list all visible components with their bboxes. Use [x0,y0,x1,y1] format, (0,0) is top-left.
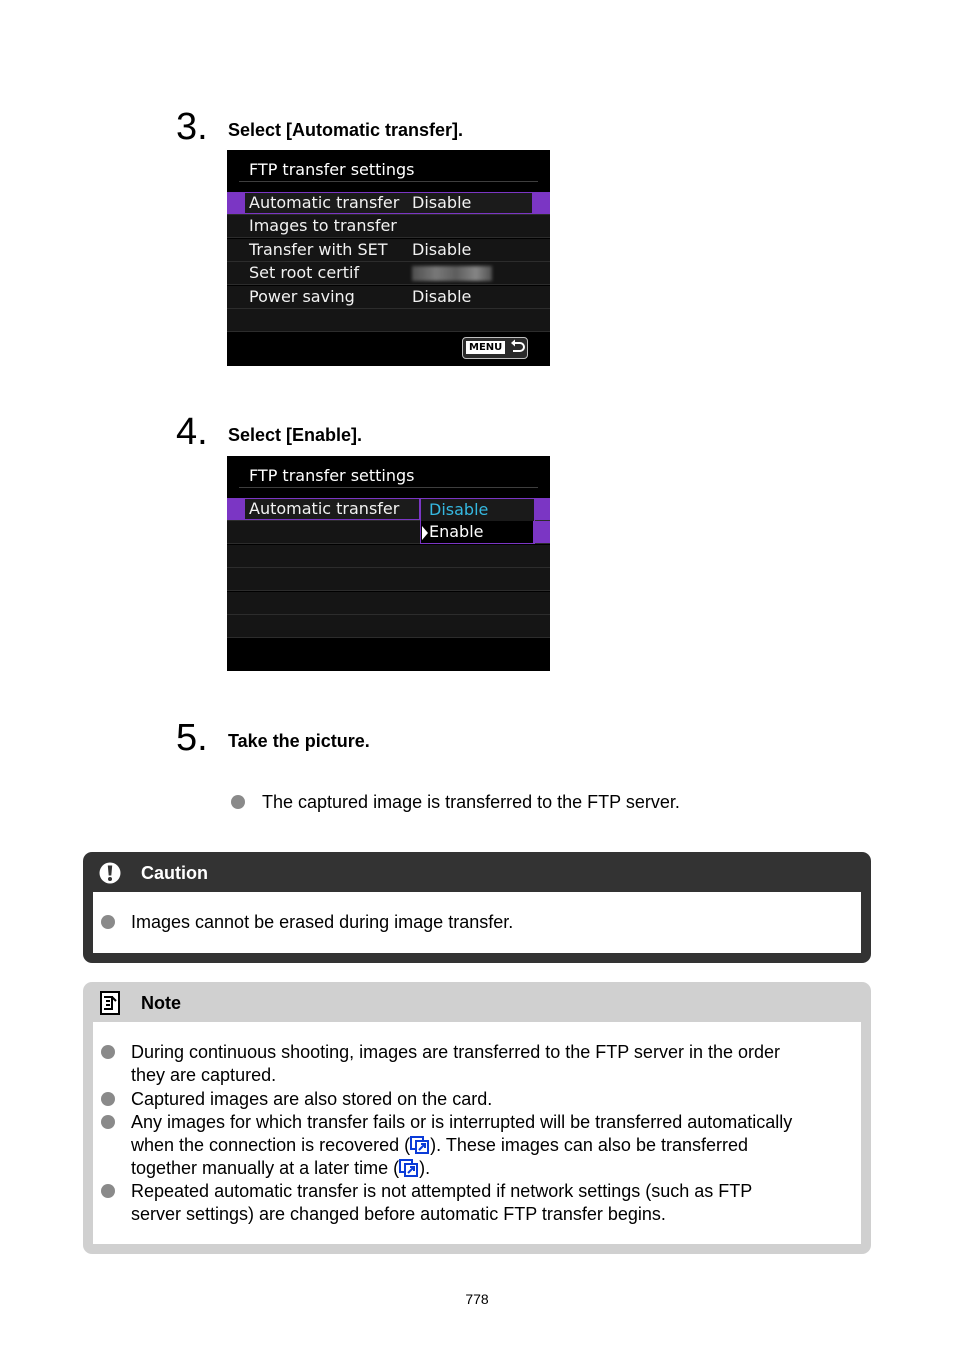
option-disable[interactable] [421,499,534,521]
menu-return-button[interactable] [462,337,528,359]
caution-box [83,852,871,963]
step-title: Take the picture. [228,731,370,751]
return-arrow-icon [510,338,526,360]
step-number: 3. [176,106,208,148]
caution-item: Images cannot be erased during image transfer. [131,912,514,932]
bullet-text: The captured image is transferred to the FTP server. [262,792,680,812]
step-title: Select [Automatic transfer]. [228,120,464,140]
page-link-icon[interactable] [410,1136,430,1154]
step-number: 4. [176,411,208,453]
bullet-icon [101,915,115,929]
menu-row-images-to-transfer[interactable] [227,215,550,238]
bullet-icon [101,1092,115,1106]
row-value: Disable [412,287,472,306]
bullet-icon [101,1115,115,1129]
camera-screen-ftp-settings [227,150,550,366]
memo-icon [100,991,120,1020]
option-enable[interactable] [421,521,534,543]
step-number: 5. [176,717,208,759]
page-number: 778 [465,1291,489,1307]
note-title: Note [141,993,181,1013]
row-label: Transfer with SET [249,240,388,259]
row-label: Automatic transfer [249,193,400,212]
option-label: Disable [429,500,489,519]
row-label: Images to transfer [249,216,397,235]
screen-title: FTP transfer settings [249,160,415,179]
note-box [83,982,871,1254]
note-item: Captured images are also stored on the card. [131,1089,493,1109]
option-dropdown[interactable] [420,498,535,544]
selection-arrow-icon [422,525,428,544]
menu-row-empty [227,592,550,615]
row-value: Disable [412,240,472,259]
bullet-icon [101,1045,115,1059]
menu-row-empty [227,615,550,638]
menu-row-empty [227,545,550,568]
page-link-icon[interactable] [399,1159,419,1177]
screen-title: FTP transfer settings [249,466,415,485]
note-item: During continuous shooting, images are transferred to the FTP server in the order they are captured. [131,1042,781,1085]
bullet-icon [101,1184,115,1198]
note-content [93,1022,861,1244]
blurred-certificate-value [412,266,492,281]
note-item: Repeated automatic transfer is not attempted if network settings (such as FTP server settings) are changed before automatic FTP transfer begins. [131,1181,753,1224]
row-label: Set root certif [249,263,360,282]
exclamation-icon [99,862,121,889]
row-value: Disable [412,193,472,212]
menu-row-power-saving[interactable] [227,286,550,309]
menu-row-transfer-with-set[interactable] [227,239,550,262]
divider [239,487,538,488]
option-label: Enable [429,522,484,541]
caution-title: Caution [141,863,208,883]
menu-row-set-root-certif[interactable] [227,262,550,285]
note-item: Any images for which transfer fails or is interrupted will be transferred automatically when the connection is recovered ( ). These images can also be transferred together manually at a later time ( ). [131,1112,793,1178]
row-label: Automatic transfer [249,499,400,518]
divider [239,181,538,182]
menu-row-empty [227,309,550,332]
menu-row-empty [227,568,550,591]
row-label: Power saving [249,287,355,306]
caution-content [93,892,861,953]
camera-screen-automatic-transfer [227,456,550,671]
menu-row-automatic-transfer[interactable] [227,192,550,215]
bullet-icon [231,795,245,809]
step-title: Select [Enable]. [228,425,363,445]
selection-bar [533,521,550,543]
menu-label: MENU [466,341,505,354]
